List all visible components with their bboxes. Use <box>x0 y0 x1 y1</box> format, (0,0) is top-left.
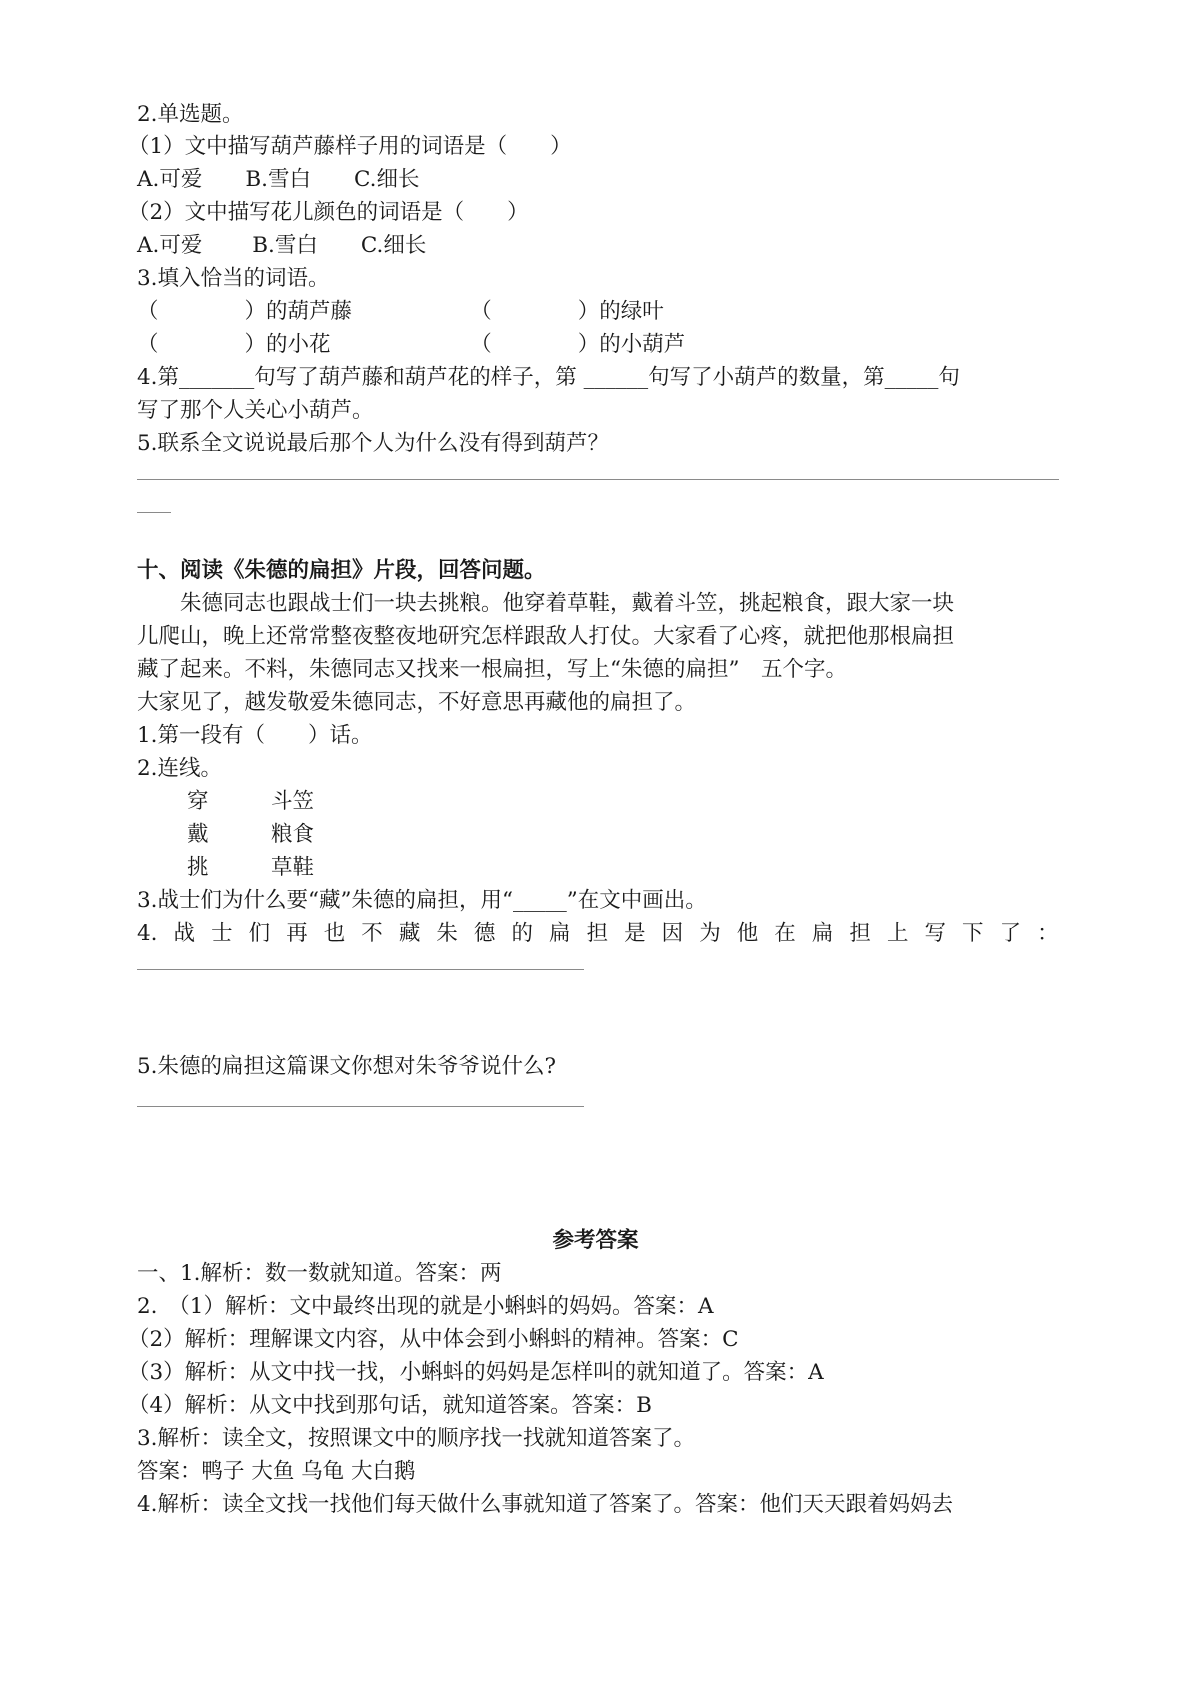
q2-1-question: （1）文中描写葫芦藤样子用的词语是（ ） <box>128 134 572 159</box>
q2-1-options: A.可爱 B.雪白 C.细长 <box>137 167 420 192</box>
match-right-item: 粮食 <box>271 822 315 847</box>
passage-line-2: 儿爬山，晚上还常常整夜整夜地研究怎样跟敌人打仗。大家看了心疼，就把他那根扁担 <box>137 624 955 649</box>
passage-line-1: 朱德同志也跟战士们一块去挑粮。他穿着草鞋，戴着斗笠，挑起粮食，跟大家一块 <box>137 591 955 616</box>
s10-q1: 1.第一段有（ ）话。 <box>137 723 373 748</box>
s10-q2: 2.连线。 <box>137 756 223 781</box>
s10-q5: 5.朱德的扁担这篇课文你想对朱爷爷说什么? <box>137 1054 557 1079</box>
q5-answer-line-end <box>137 512 171 513</box>
answer-1: 一、1.解析：数一数就知道。答案：两 <box>137 1261 502 1286</box>
q5-question: 5.联系全文说说最后那个人为什么没有得到葫芦？ <box>137 431 610 456</box>
q3-title: 3.填入恰当的词语。 <box>137 266 330 291</box>
q2-title: 2.单选题。 <box>137 102 244 127</box>
passage-line-4: 大家见了，越发敬爱朱德同志，不好意思再藏他的扁担了。 <box>137 690 697 715</box>
section-10-title: 十、阅读《朱德的扁担》片段，回答问题。 <box>137 558 546 583</box>
answer-2-1: 2. （1）解析：文中最终出现的就是小蝌蚪的妈妈。答案：A <box>137 1294 714 1319</box>
match-right-item: 斗笠 <box>271 789 315 814</box>
match-right-item: 草鞋 <box>271 855 315 880</box>
s10-q3: 3.战士们为什么要“藏”朱德的扁担，用“_____”在文中画出。 <box>137 888 707 913</box>
match-left-item: 穿 <box>187 789 209 814</box>
q4-line-2: 写了那个人关心小葫芦。 <box>137 398 374 423</box>
match-left-item: 挑 <box>187 855 209 880</box>
answers-title: 参考答案 <box>552 1228 639 1253</box>
match-left-item: 戴 <box>187 822 209 847</box>
s10-q4: 4. 战 士 们 再 也 不 藏 朱 德 的 扁 担 是 因 为 他 在 扁 担 上 写 下 了 ： <box>137 921 1059 946</box>
q4-line-1: 4.第_______句写了葫芦藤和葫芦花的样子，第 ______句写了小葫芦的数量，第_____句 <box>137 365 960 390</box>
answer-3: 3.解析：读全文，按照课文中的顺序找一找就知道答案了。 <box>137 1426 696 1451</box>
q2-2-question: （2）文中描写花儿颜色的词语是（ ） <box>128 200 529 225</box>
answer-4: 4.解析：读全文找一找他们每天做什么事就知道了答案了。答案：他们天天跟着妈妈去 <box>137 1492 954 1517</box>
q3-row-2: （ ）的小花 （ ）的小葫芦 <box>137 332 686 357</box>
answer-3-detail: 答案：鸭子 大鱼 乌龟 大白鹅 <box>137 1459 416 1484</box>
q5-answer-line <box>137 479 1059 480</box>
q5-answer-line-2 <box>137 1106 584 1107</box>
q4-answer-line <box>137 969 584 970</box>
answer-2-3: （3）解析：从文中找一找，小蝌蚪的妈妈是怎样叫的就知道了。答案：A <box>128 1360 824 1385</box>
passage-line-3: 藏了起来。不料，朱德同志又找来一根扁担，写上“朱德的扁担” 五个字。 <box>137 657 847 682</box>
answer-2-4: （4）解析：从文中找到那句话，就知道答案。答案：B <box>128 1393 652 1418</box>
q3-row-1: （ ）的葫芦藤 （ ）的绿叶 <box>137 299 664 324</box>
answer-2-2: （2）解析：理解课文内容，从中体会到小蝌蚪的精神。答案：C <box>128 1327 739 1352</box>
q2-2-options: A.可爱 B.雪白 C.细长 <box>137 233 427 258</box>
